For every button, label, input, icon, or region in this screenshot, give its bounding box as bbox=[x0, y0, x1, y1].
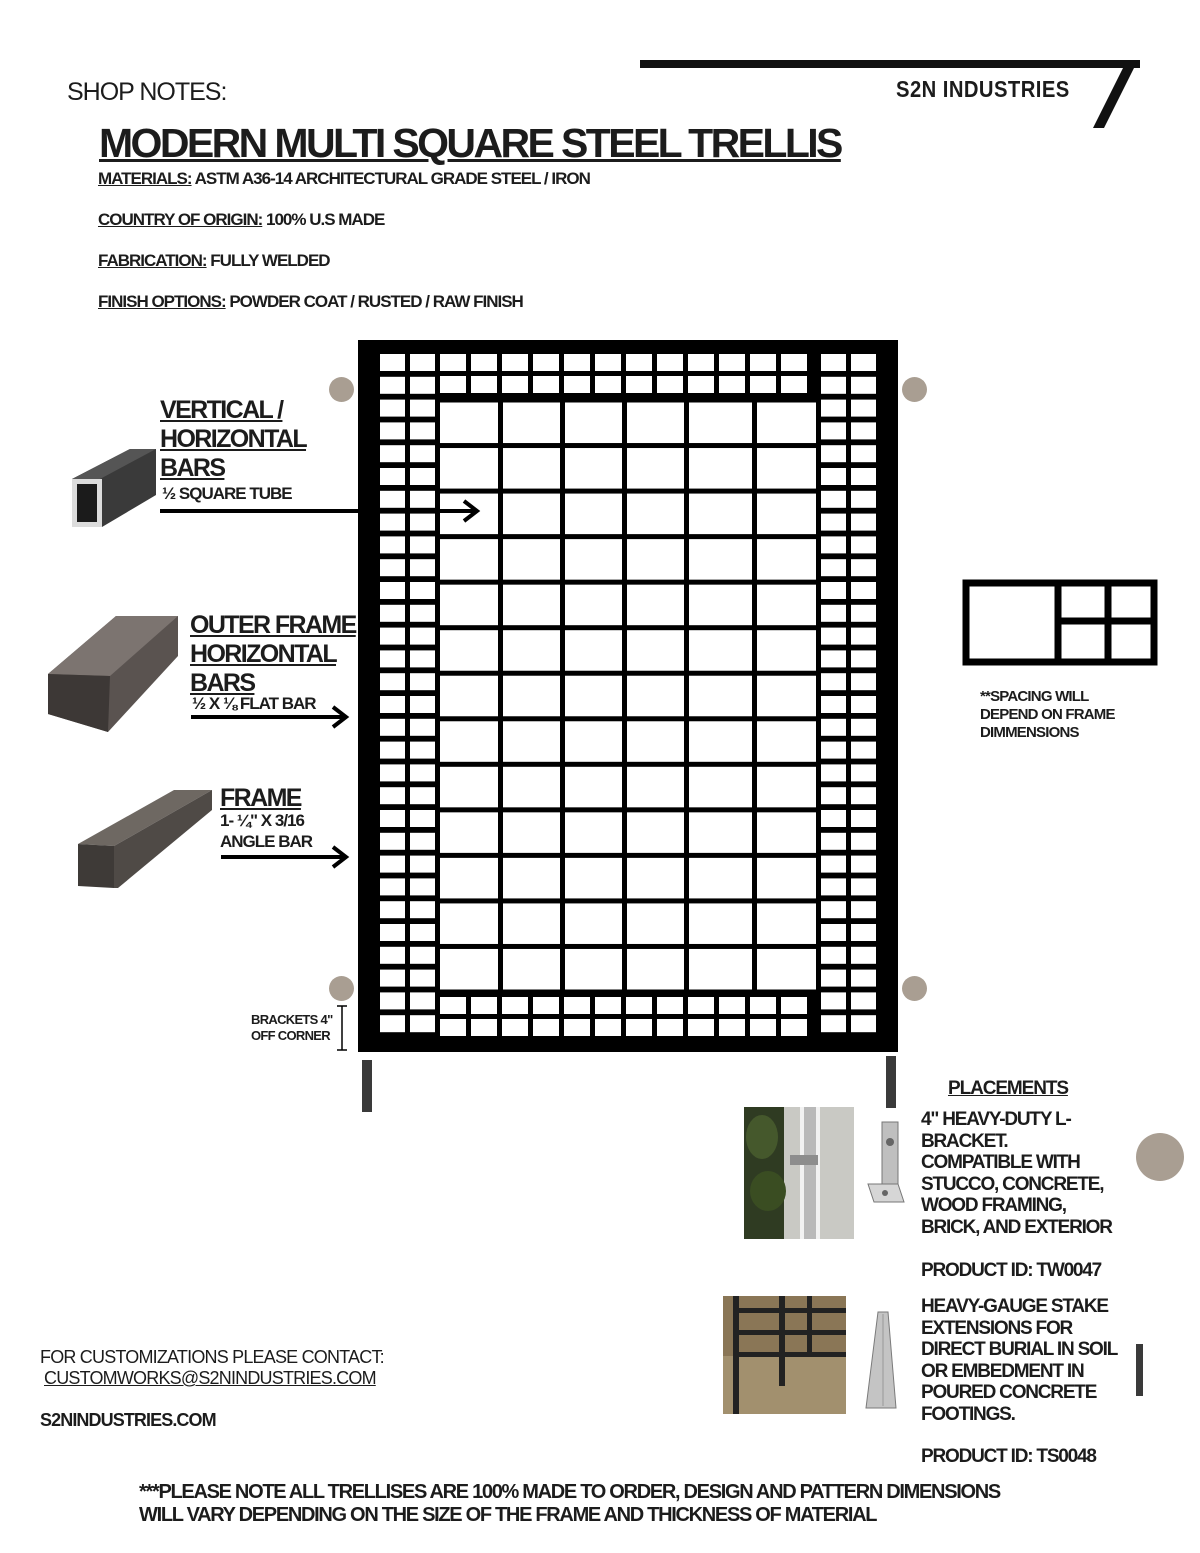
bracket-description-line: 4" HEAVY-DUTY L- bbox=[921, 1109, 1071, 1130]
spacing-note-line: **SPACING WILL bbox=[980, 688, 1089, 705]
contact-line: FOR CUSTOMIZATIONS PLEASE CONTACT: bbox=[40, 1347, 384, 1367]
spec-label: FABRICATION: bbox=[98, 251, 207, 270]
bracket-point-top-left bbox=[329, 377, 354, 402]
placements-accent-dot bbox=[1136, 1133, 1184, 1181]
bracket-description-line: STUCCO, CONCRETE, bbox=[921, 1173, 1104, 1195]
l-bracket-icon bbox=[864, 1120, 908, 1204]
frame-callout-title: FRAME bbox=[220, 784, 301, 812]
callout-title-line: HORIZONTAL bbox=[160, 425, 307, 453]
flat-bar-photo bbox=[44, 614, 180, 734]
callout-title-line: OUTER FRAME bbox=[190, 611, 356, 639]
stake-product-id: PRODUCT ID: TS0048 bbox=[921, 1446, 1096, 1467]
outer-frame-callout-sub: ½ X ⅛ FLAT BAR bbox=[192, 694, 316, 713]
bracket-point-bottom-right bbox=[902, 976, 927, 1001]
callout-title-line: HORIZONTAL bbox=[190, 640, 337, 668]
stake-install-photo bbox=[723, 1296, 846, 1414]
spacing-note-line: DEPEND ON FRAME bbox=[980, 706, 1115, 723]
square-tube-photo bbox=[70, 447, 158, 529]
brackets-note bbox=[251, 1012, 333, 1044]
stake-description-line: POURED CONCRETE bbox=[921, 1382, 1097, 1403]
spec-origin bbox=[98, 210, 384, 230]
bracket-description-line: BRICK, AND EXTERIOR bbox=[921, 1216, 1112, 1238]
brand-name: S2N INDUSTRIES bbox=[896, 76, 1070, 102]
trellis-drawing bbox=[358, 340, 898, 1052]
brand-bar bbox=[640, 60, 1140, 68]
bracket-description-line: WOOD FRAMING, bbox=[921, 1195, 1066, 1216]
bracket-product-id: PRODUCT ID: TW0047 bbox=[921, 1260, 1102, 1281]
bracket-install-photo bbox=[744, 1107, 854, 1239]
bracket-description-line: COMPATIBLE WITH bbox=[921, 1152, 1080, 1173]
spec-label: FINISH OPTIONS: bbox=[98, 292, 226, 311]
shop-notes-label: SHOP NOTES: bbox=[67, 78, 227, 106]
footer-note-line: WILL VARY DEPENDING ON THE SIZE OF THE FRAME AND THICKNESS OF MATERIAL bbox=[139, 1504, 877, 1526]
brackets-dimension-mark bbox=[336, 1004, 348, 1052]
spec-value: POWDER COAT / RUSTED / RAW FINISH bbox=[225, 292, 523, 311]
spec-value: ASTM A36-14 ARCHITECTURAL GRADE STEEL / IRON bbox=[191, 169, 590, 188]
callout-title-line: BARS bbox=[190, 669, 255, 697]
footer-note bbox=[139, 1481, 1000, 1527]
angle-bar-photo bbox=[74, 788, 214, 890]
placements-heading: PLACEMENTS bbox=[948, 1078, 1068, 1099]
callout-title-line: VERTICAL / bbox=[160, 396, 283, 424]
brand-slash-mark bbox=[1080, 60, 1140, 128]
callout-sub-line: 1- ¼" X 3/16 bbox=[220, 811, 304, 830]
bracket-point-bottom-left bbox=[329, 976, 354, 1001]
spec-label: COUNTRY OF ORIGIN: bbox=[98, 210, 263, 229]
brackets-note-line: BRACKETS 4" bbox=[251, 1012, 333, 1027]
bars-callout-title bbox=[160, 396, 306, 483]
spec-finish bbox=[98, 292, 523, 312]
footer-note-line: ***PLEASE NOTE ALL TRELLISES ARE 100% MADE TO ORDER, DESIGN AND PATTERN DIMENSIONS bbox=[139, 1481, 1000, 1503]
spacing-note-line: DIMMENSIONS bbox=[980, 724, 1079, 741]
spec-value: 100% U.S MADE bbox=[262, 210, 385, 229]
bars-arrow bbox=[158, 496, 484, 526]
callout-title-line: BARS bbox=[160, 454, 225, 482]
stake-description bbox=[921, 1296, 1117, 1425]
outer-frame-callout-title bbox=[190, 611, 356, 698]
spacing-note bbox=[980, 688, 1115, 742]
bars-callout-sub: ½ SQUARE TUBE bbox=[162, 484, 292, 503]
stake-post-right bbox=[886, 1056, 896, 1108]
stake-description-line: DIRECT BURIAL IN SOIL bbox=[921, 1339, 1118, 1360]
contact-block bbox=[40, 1347, 384, 1389]
spec-fabrication bbox=[98, 251, 330, 271]
contact-email-link[interactable]: CUSTOMWORKS@S2NINDUSTRIES.COM bbox=[44, 1368, 376, 1388]
stake-description-line: EXTENSIONS FOR bbox=[921, 1317, 1073, 1339]
stake-icon bbox=[862, 1310, 898, 1410]
brackets-note-line: OFF CORNER bbox=[251, 1028, 330, 1043]
spec-label: MATERIALS: bbox=[98, 169, 192, 188]
stake-post-left bbox=[362, 1060, 372, 1112]
stake-description-line: HEAVY-GAUGE STAKE bbox=[921, 1296, 1108, 1317]
spacing-diagram bbox=[962, 579, 1158, 666]
stake-description-line: OR EMBEDMENT IN bbox=[921, 1360, 1084, 1382]
website-link[interactable]: S2NINDUSTRIES.COM bbox=[40, 1410, 216, 1430]
bracket-point-top-right bbox=[902, 377, 927, 402]
stake-description-line: FOOTINGS. bbox=[921, 1403, 1015, 1425]
callout-sub-line: ANGLE BAR bbox=[220, 832, 313, 851]
page-title: MODERN MULTI SQUARE STEEL TRELLIS bbox=[99, 120, 841, 166]
spec-materials bbox=[98, 169, 590, 189]
bracket-description bbox=[921, 1109, 1112, 1238]
frame-arrow bbox=[219, 842, 353, 872]
stake-post-marker bbox=[1136, 1344, 1143, 1396]
outer-frame-arrow bbox=[189, 702, 353, 732]
spec-value: FULLY WELDED bbox=[206, 251, 330, 270]
bracket-description-line: BRACKET. bbox=[921, 1130, 1008, 1152]
